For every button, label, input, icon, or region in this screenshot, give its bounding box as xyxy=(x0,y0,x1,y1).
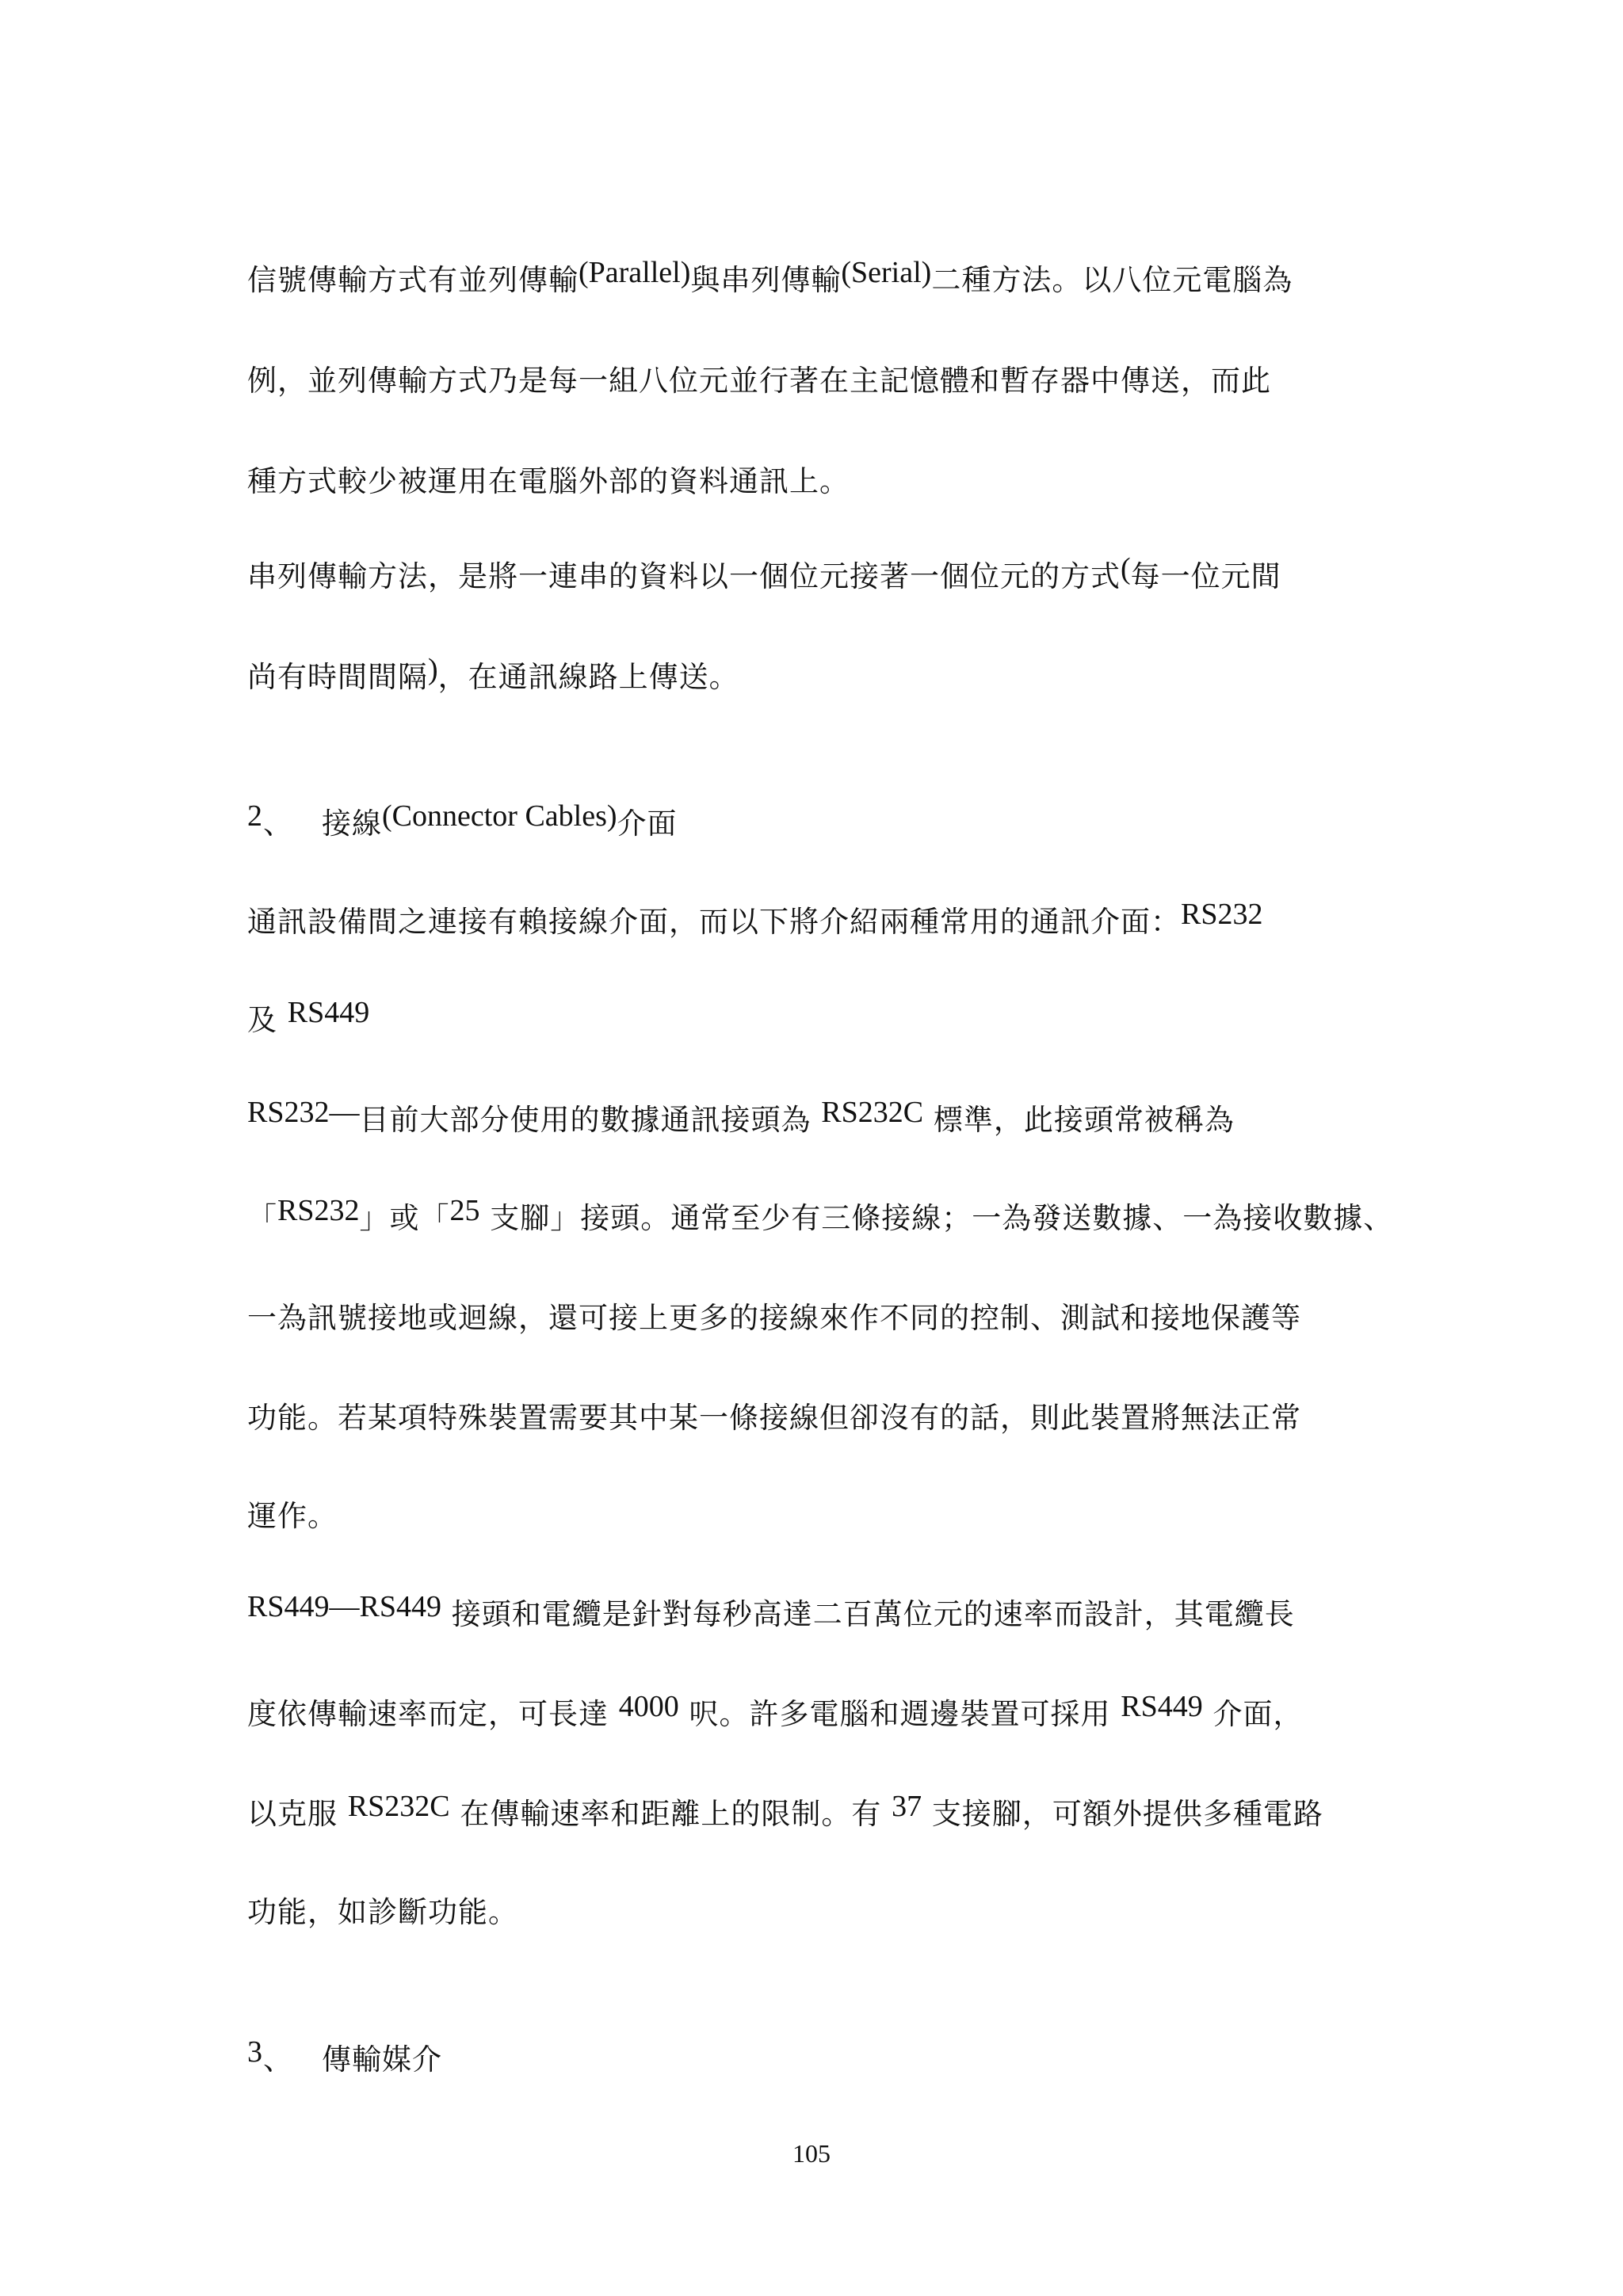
section-number: 3 xyxy=(247,2035,263,2069)
text-line: 運作。 xyxy=(247,1499,338,1533)
text-segment: 傳輸媒介 xyxy=(322,2042,442,2077)
text-line xyxy=(247,1194,1396,1238)
text-segment: 呎。許多電腦和週邊裝置可採用 xyxy=(689,1697,1111,1731)
text-line: 功能。若某項特殊裝置需要其中某一條接線但卻沒有的話，則此裝置將無法正常 xyxy=(247,1401,1301,1435)
latin-term: RS449—RS449 xyxy=(247,1590,441,1623)
text-segment: 通訊設備間之連接有賴接線介面，而以下將介紹兩種常用的通訊介面： xyxy=(247,905,1181,939)
text-line xyxy=(247,1096,1396,1139)
text-line xyxy=(247,996,1396,1039)
text-line xyxy=(247,256,1396,299)
section-number: 2 xyxy=(247,799,263,833)
latin-term: RS232 xyxy=(277,1194,360,1227)
text-line xyxy=(247,1790,1396,1833)
latin-term: ) xyxy=(428,653,438,686)
text-segment: 信號傳輸方式有並列傳輸 xyxy=(247,263,579,297)
text-line: 例，並列傳輸方式乃是每一組八位元並行著在主記憶體和暫存器中傳送，而此 xyxy=(247,364,1271,398)
latin-term: 4000 xyxy=(618,1690,679,1723)
latin-term: RS232C xyxy=(821,1096,924,1129)
text-line: 種方式較少被運用在電腦外部的資料通訊上。 xyxy=(247,464,850,498)
text-segment: 」或「 xyxy=(359,1201,450,1235)
latin-term: (Parallel) xyxy=(579,256,691,289)
text-segment: 與串列傳輸 xyxy=(690,263,842,297)
text-segment: 目前大部分使用的數據通訊接頭為 xyxy=(359,1103,812,1137)
latin-term: RS449 xyxy=(287,996,370,1029)
section-separator: 、 xyxy=(263,2042,293,2077)
text-segment: ，在通訊線路上傳送。 xyxy=(437,660,739,694)
latin-term: 37 xyxy=(892,1790,922,1823)
text-line xyxy=(247,653,1396,696)
text-line xyxy=(247,1590,1396,1634)
text-segment: 每一位元間 xyxy=(1130,559,1281,593)
latin-term: RS232C xyxy=(347,1790,450,1823)
page-number: 105 xyxy=(792,2139,831,2168)
text-segment: 尚有時間間隔 xyxy=(247,660,428,694)
text-segment: 標準，此接頭常被稱為 xyxy=(933,1103,1235,1137)
latin-term: ( xyxy=(1121,552,1131,585)
latin-term: RS232— xyxy=(247,1096,360,1129)
latin-term: 25 xyxy=(449,1194,480,1227)
section-separator: 、 xyxy=(263,807,293,841)
text-segment: 二種方法。以八位元電腦為 xyxy=(931,263,1293,297)
text-segment: 以克服 xyxy=(247,1797,338,1831)
text-line: 一為訊號接地或迴線，還可接上更多的接線來作不同的控制、測試和接地保護等 xyxy=(247,1301,1301,1335)
latin-term: RS449 xyxy=(1121,1690,1203,1723)
text-line xyxy=(247,898,1396,941)
text-segment: 介面 xyxy=(617,807,678,841)
text-segment: 在傳輸速率和距離上的限制。有 xyxy=(460,1797,882,1831)
text-segment: 「 xyxy=(247,1201,277,1235)
text-line: 功能，如診斷功能。 xyxy=(247,1895,518,1929)
latin-term: RS232 xyxy=(1181,898,1263,931)
text-segment: 及 xyxy=(247,1003,277,1037)
text-segment: 度依傳輸速率而定，可長達 xyxy=(247,1697,609,1731)
section-heading xyxy=(247,2035,1396,2079)
section-heading xyxy=(247,799,1396,843)
text-segment: 接線 xyxy=(322,807,382,841)
text-line xyxy=(247,552,1396,596)
latin-term: (Serial) xyxy=(841,256,932,289)
text-segment: 支腳」接頭。通常至少有三條接線；一為發送數據、一為接收數據、 xyxy=(490,1201,1394,1235)
text-line xyxy=(247,1690,1396,1733)
text-segment: 接頭和電纜是針對每秒高達二百萬位元的速率而設計，其電纜長 xyxy=(451,1597,1295,1631)
text-segment: 介面， xyxy=(1212,1697,1304,1731)
latin-term: (Connector Cables) xyxy=(382,799,617,833)
text-segment: 串列傳輸方法，是將一連串的資料以一個位元接著一個位元的方式 xyxy=(247,559,1121,593)
text-segment: 支接腳，可額外提供多種電路 xyxy=(931,1797,1323,1831)
